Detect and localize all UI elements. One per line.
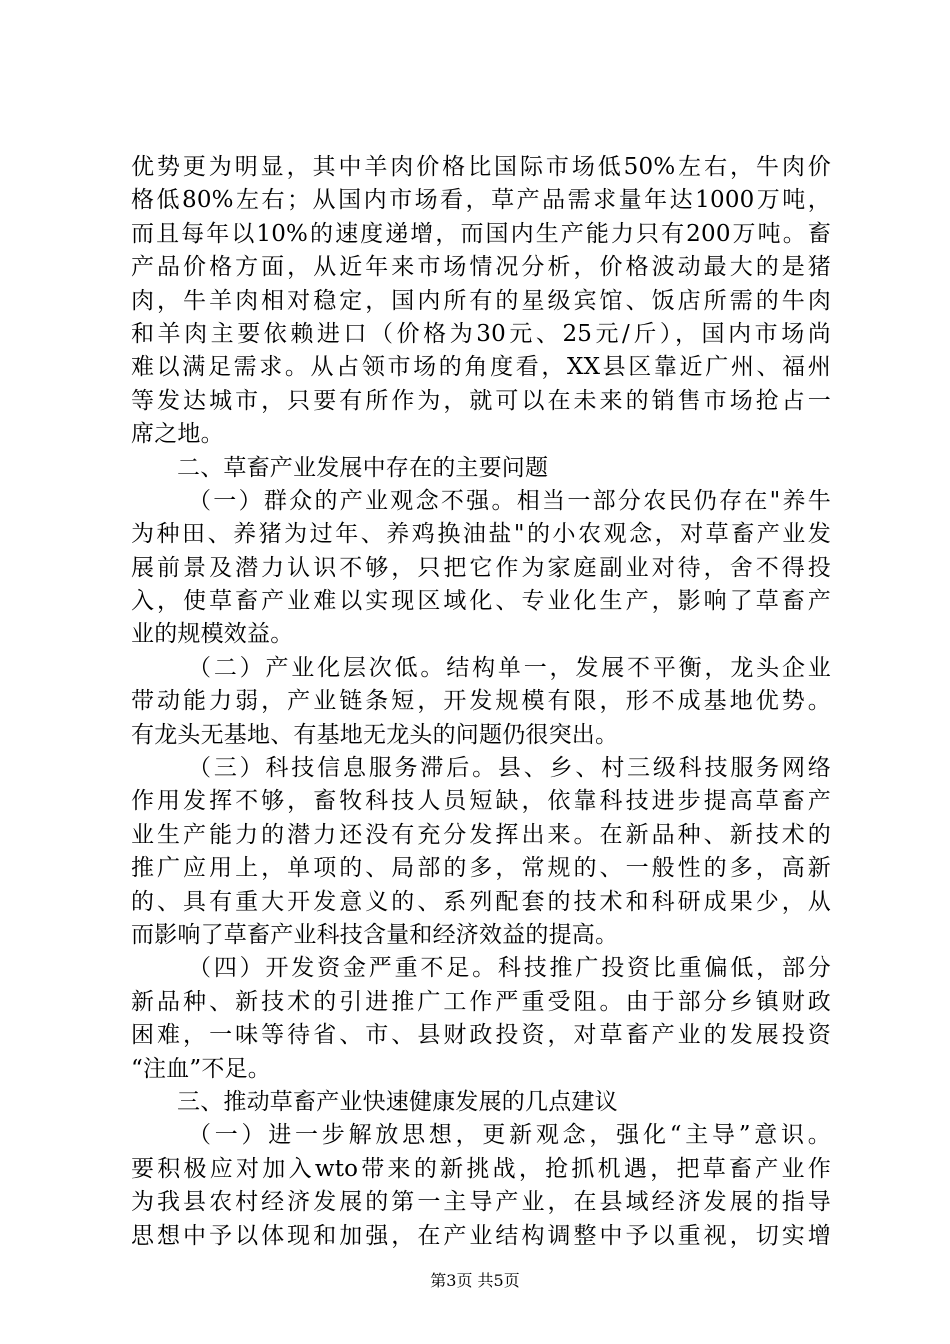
text-line: 等发达城市，只要有所作为，就可以在未来的销售市场抢占一 [131, 387, 831, 414]
text-line: （二）产业化层次低。结构单一，发展不平衡，龙头企业 [188, 654, 831, 681]
text-line: 优势更为明显，其中羊肉价格比国际市场低50%左右，牛肉价 [131, 154, 831, 180]
text-line: 为我县农村经济发展的第一主导产业，在县域经济发展的指导 [131, 1189, 831, 1216]
page-footer: 第3页 共5页 [430, 1271, 520, 1290]
text-line: 入，使草畜产业难以实现区域化、专业化生产，影响了草畜产 [131, 588, 831, 615]
text-line: 带动能力弱，产业链条短，开发规模有限，形不成基地优势。 [131, 688, 831, 715]
text-line: （三）科技信息服务滞后。县、乡、村三级科技服务网络 [188, 755, 831, 782]
text-line: 推广应用上，单项的、局部的多，常规的、一般性的多，高新 [131, 855, 831, 882]
text-line: 的、具有重大开发意义的、系列配套的技术和科研成果少，从 [131, 888, 831, 915]
text-line: 难以满足需求。从占领市场的角度看，XX县区靠近广州、福州 [131, 354, 831, 381]
section-heading: 二、草畜产业发展中存在的主要问题 [177, 454, 549, 481]
text-line: 思想中予以体现和加强，在产业结构调整中予以重视，切实增 [131, 1222, 831, 1249]
text-line: 为种田、养猪为过年、养鸡换油盐"的小农观念，对草畜产业发 [131, 521, 831, 548]
text-line: 格低80%左右；从国内市场看，草产品需求量年达1000万吨， [131, 187, 831, 214]
text-line: （一）进一步解放思想，更新观念，强化“主导”意识。 [188, 1122, 831, 1149]
text-line: （四）开发资金严重不足。科技推广投资比重偏低，部分 [188, 955, 831, 982]
text-line: （一）群众的产业观念不强。相当一部分农民仍存在"养牛 [188, 487, 831, 514]
text-line: 肉，牛羊肉相对稳定，国内所有的星级宾馆、饭店所需的牛肉 [131, 287, 831, 314]
section-heading: 三、推动草畜产业快速健康发展的几点建议 [177, 1088, 618, 1115]
text-line: 而影响了草畜产业科技含量和经济效益的提高。 [131, 921, 619, 948]
text-line: 和羊肉主要依赖进口（价格为30元、25元/斤），国内市场尚 [131, 320, 831, 347]
text-line: 席之地。 [131, 421, 224, 448]
text-line: 作用发挥不够，畜牧科技人员短缺，依靠科技进步提高草畜产 [131, 788, 831, 815]
text-line: 业的规模效益。 [131, 621, 294, 648]
text-line: 产品价格方面，从近年来市场情况分析，价格波动最大的是猪 [131, 254, 831, 281]
text-line: 而且每年以10%的速度递增，而国内生产能力只有200万吨。畜 [131, 220, 831, 247]
text-line: 困难，一味等待省、市、县财政投资，对草畜产业的发展投资 [131, 1022, 831, 1049]
text-line: 有龙头无基地、有基地无龙头的问题仍很突出。 [131, 721, 619, 748]
text-line: 业生产能力的潜力还没有充分发挥出来。在新品种、新技术的 [131, 821, 831, 848]
text-line: 要积极应对加入wto带来的新挑战，抢抓机遇，把草畜产业作 [131, 1155, 831, 1182]
text-line: 展前景及潜力认识不够，只把它作为家庭副业对待，舍不得投 [131, 554, 831, 581]
text-line: 新品种、新技术的引进推广工作严重受阻。由于部分乡镇财政 [131, 988, 831, 1015]
text-line: “注血”不足。 [131, 1055, 271, 1082]
body-text [131, 151, 831, 1253]
